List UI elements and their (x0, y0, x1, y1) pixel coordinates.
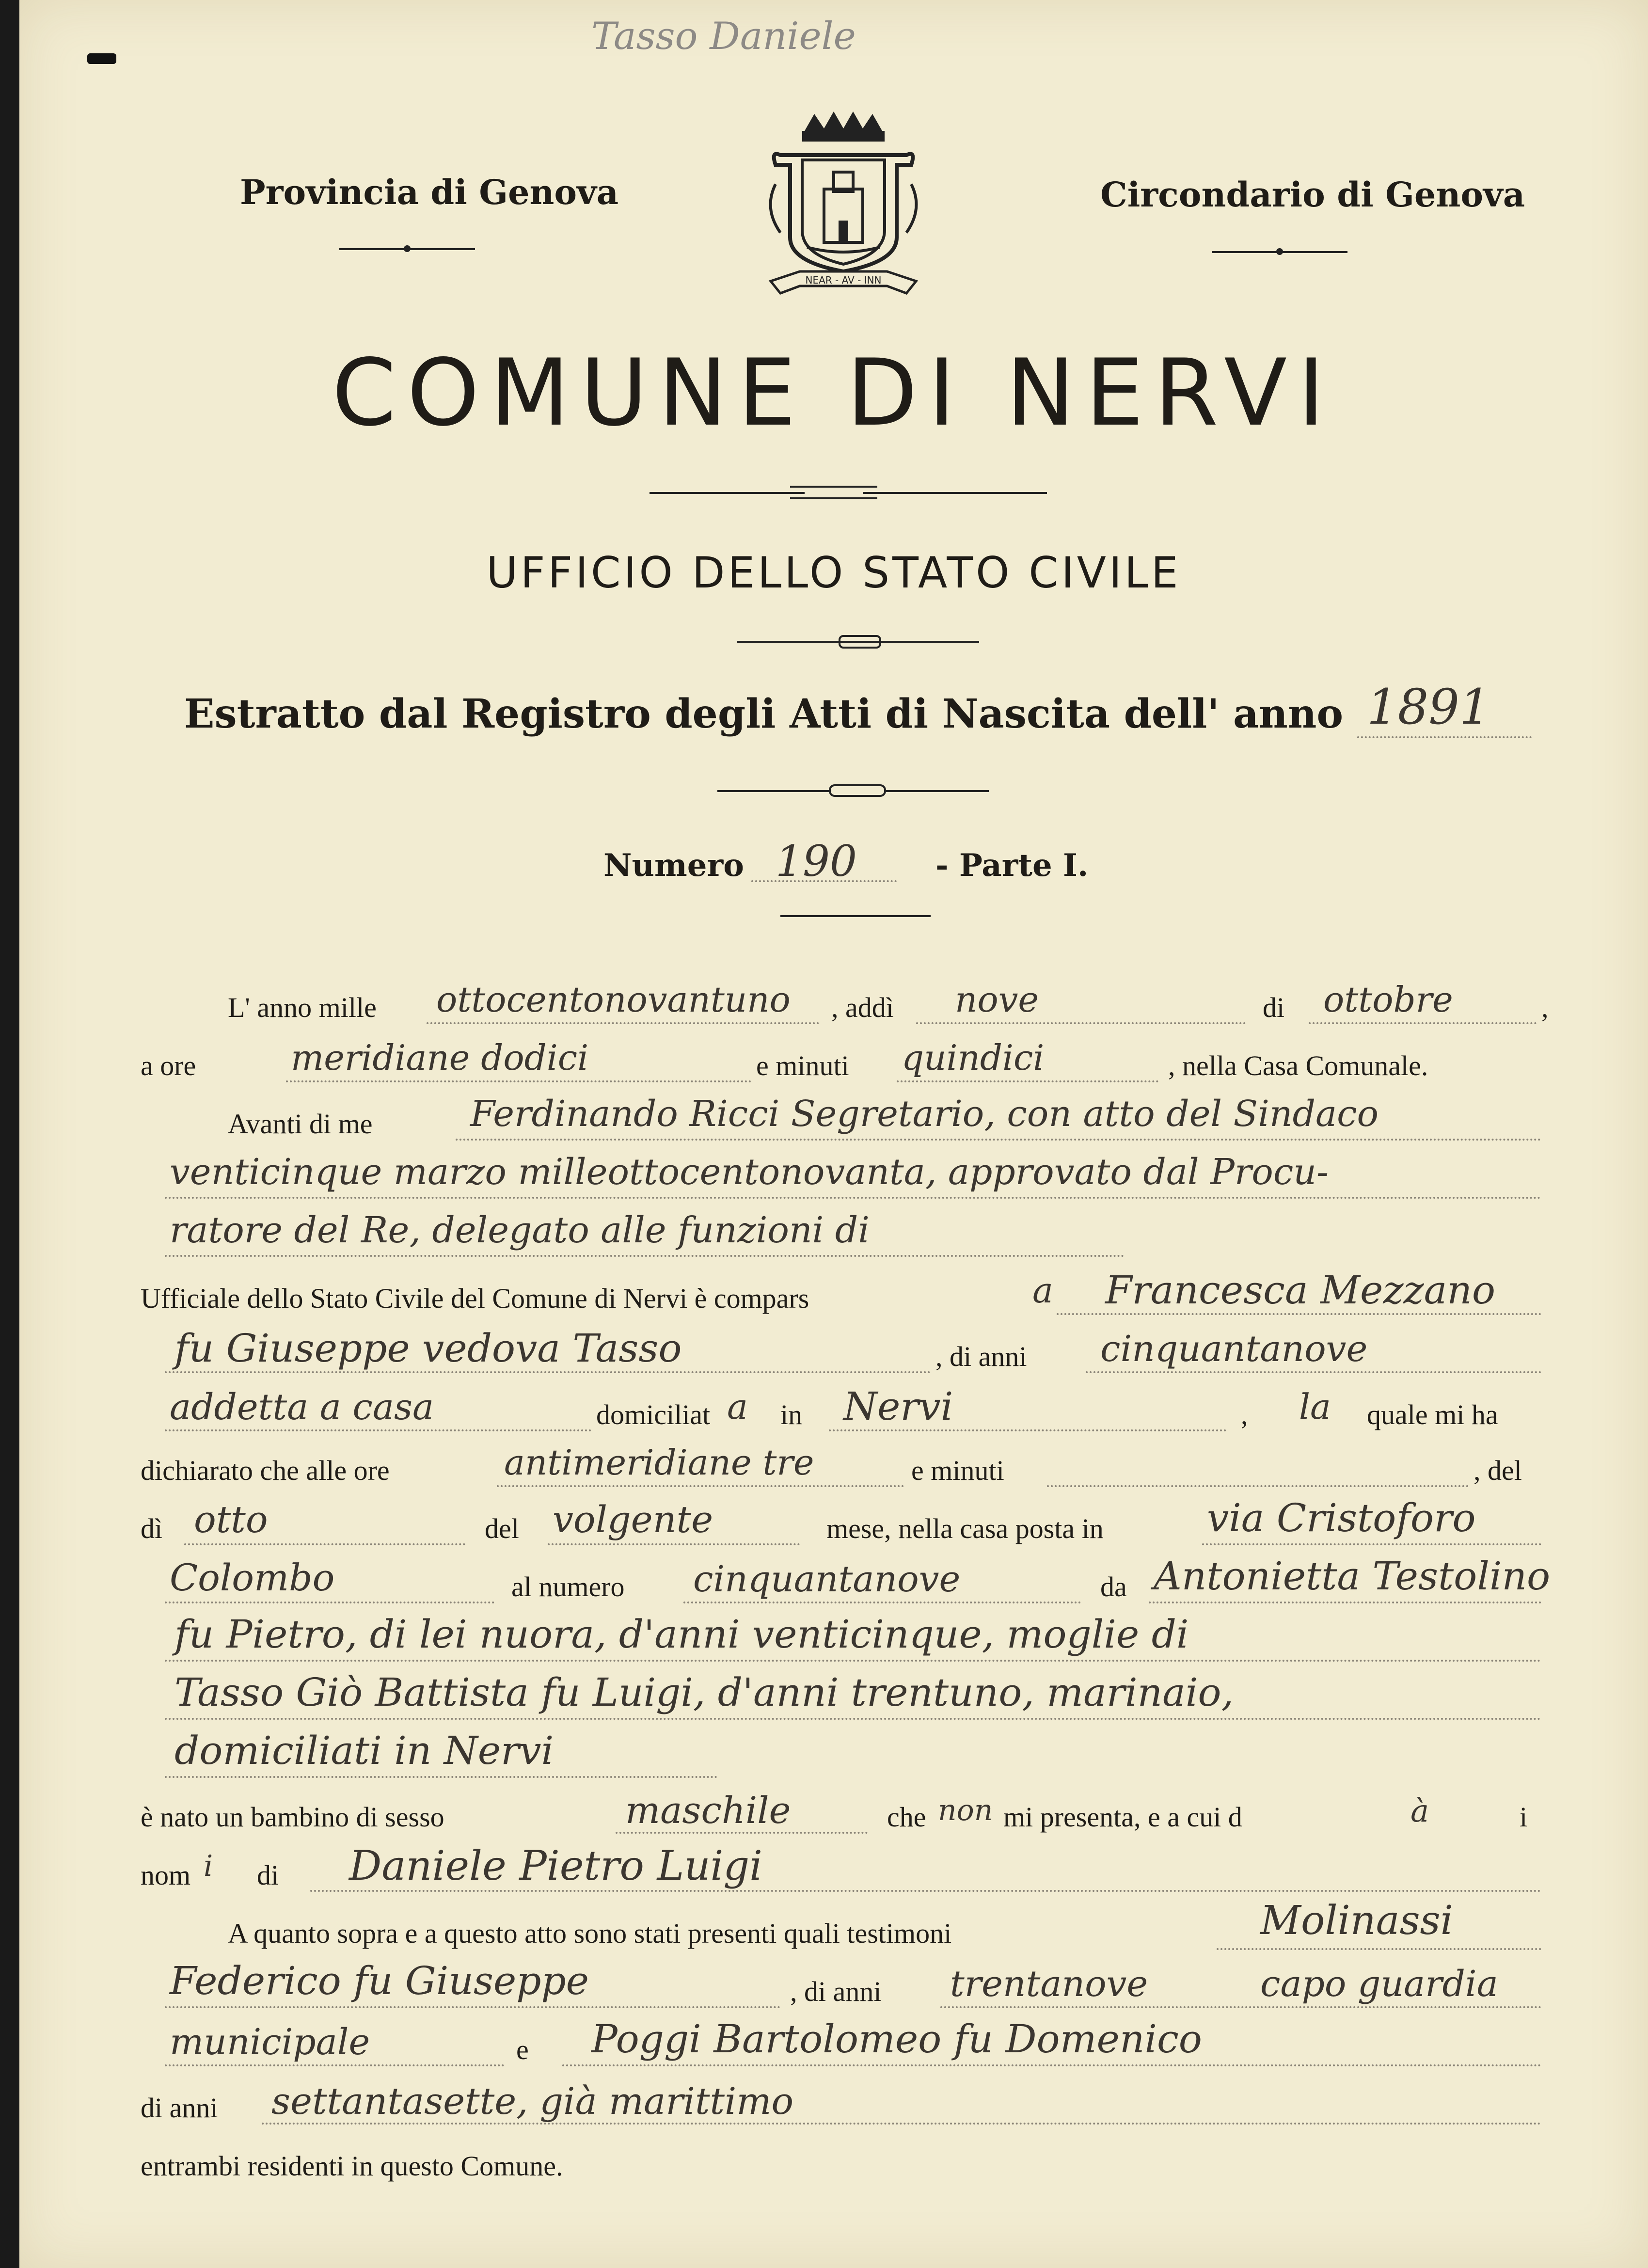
provincia-rule-ornament (404, 245, 411, 252)
anno-line (427, 1020, 819, 1024)
via-line-2 (165, 1600, 494, 1603)
text-addi: , addì (831, 992, 894, 1023)
text-entrambi: entrambi residenti in questo Comune. (141, 2150, 563, 2182)
text-del-2: del (485, 1513, 519, 1544)
text-a-quanto: A quanto sopra e a questo atto sono stati presenti quali testimoni (228, 1918, 952, 1949)
hw-da-end: à (1410, 1793, 1429, 1829)
hw-prof-t1b: municipale (170, 2021, 370, 2063)
text-che: che (887, 1801, 926, 1833)
hw-avanti-3: ratore del Re, delegato alle funzioni di (170, 1209, 870, 1251)
text-di-anni-3: di anni (141, 2092, 218, 2124)
hw-testimone-1: Molinassi (1260, 1898, 1453, 1944)
text-domiciliat: domiciliat (596, 1399, 711, 1430)
hw-nomi: Daniele Pietro Luigi (349, 1842, 763, 1889)
text-da: da (1100, 1571, 1127, 1602)
hw-testimone-2: Poggi Bartolomeo fu Domenico (591, 2016, 1202, 2062)
hw-comparente: Francesca Mezzano (1105, 1268, 1496, 1313)
hw-avanti: Ferdinando Ricci Segretario, con atto del Sindaco (470, 1093, 1379, 1135)
text-anno-mille: L' anno mille (228, 992, 377, 1023)
hw-eta-t2: settantasette, già marittimo (271, 2079, 794, 2123)
title-rule-left (650, 492, 805, 494)
hw-prof-t1: capo guardia (1260, 1963, 1498, 2005)
title-rule-right (863, 492, 1047, 494)
text-di-2: dì (141, 1513, 163, 1544)
subtitle-rule-ornament (839, 635, 881, 649)
hw-la: la (1299, 1386, 1331, 1427)
circondario-rule-ornament (1276, 248, 1283, 255)
numero-label: Numero (603, 847, 744, 884)
hw-sesso: maschile (625, 1789, 791, 1832)
text-nom: nom (141, 1859, 191, 1891)
testimone-1b-line (165, 2004, 780, 2008)
text-avanti: Avanti di me (228, 1108, 373, 1140)
minuti-line (897, 1078, 1158, 1082)
hw-avanti-2: venticinque marzo milleottocentonovanta, approvato dal Procu- (170, 1151, 1329, 1193)
avanti-line-2 (165, 1195, 1541, 1199)
text-i: i (1520, 1801, 1528, 1833)
hw-non: non (938, 1793, 993, 1827)
circondario-label: Circondario di Genova (1100, 174, 1525, 215)
giorno-nascita-line (184, 1541, 465, 1545)
text-e-minuti: e minuti (756, 1050, 849, 1081)
avanti-line (456, 1137, 1541, 1141)
hw-numero-civico: cinquantanove (693, 1558, 961, 1600)
top-annotation: Tasso Daniele (591, 15, 856, 58)
crest-motto: NEAR - AV - INN (805, 274, 882, 286)
mese-nascita-line (548, 1541, 800, 1545)
text-e: e (516, 2034, 529, 2065)
madre-line (1149, 1600, 1541, 1603)
eta-t1-line (940, 2004, 1541, 2008)
text-casa-comunale: , nella Casa Comunale. (1168, 1050, 1428, 1081)
hw-domicilio-genitori: domiciliati in Nervi (174, 1728, 554, 1773)
hw-nom-end: i (204, 1849, 213, 1883)
hw-eta-comparente: cinquantanove (1100, 1328, 1368, 1370)
text-a-ore: a ore (141, 1050, 196, 1081)
text-al-numero: al numero (511, 1571, 625, 1602)
testimone-1-line (1217, 1946, 1541, 1950)
text-mi-presenta: mi presenta, e a cui d (1003, 1801, 1242, 1833)
testimone-2-line (562, 2062, 1541, 2066)
numero-rule (780, 915, 931, 917)
hw-mese-nascita: volgente (553, 1498, 713, 1541)
register-year: 1891 (1367, 679, 1490, 735)
eta-comparente-line (1086, 1369, 1541, 1373)
ink-mark (87, 53, 116, 64)
text-comma-1: , (1541, 992, 1549, 1023)
text-ufficiale: Ufficiale dello Stato Civile del Comune di Nervi è compars (141, 1283, 809, 1314)
hw-testimone-1b: Federico fu Giuseppe (170, 1958, 589, 2003)
heading-rule-ornament (829, 784, 886, 797)
padre-line (165, 1716, 1541, 1720)
text-di-anni-1: , di anni (935, 1341, 1027, 1372)
hw-anno: ottocentonovantuno (436, 979, 791, 1020)
text-quale-mi-ha: quale mi ha (1367, 1399, 1498, 1430)
text-di-anni-2: , di anni (790, 1976, 882, 2007)
certificate-page (19, 0, 1648, 2268)
hw-giorno: nove (955, 979, 1039, 1020)
hw-madre-2: fu Pietro, di lei nuora, d'anni venticinque, moglie di (174, 1612, 1189, 1657)
text-di-3: di (257, 1859, 279, 1891)
mese-line (1309, 1020, 1537, 1024)
text-dichiarato: dichiarato che alle ore (141, 1455, 390, 1486)
hw-ore-nascita: antimeridiane tre (504, 1442, 814, 1483)
text-e-minuti-2: e minuti (911, 1455, 1004, 1486)
ore-nascita-line (497, 1483, 904, 1487)
hw-madre: Antonietta Testolino (1154, 1554, 1551, 1599)
hw-giorno-nascita: otto (194, 1498, 268, 1541)
domicilio-genitori-line (165, 1774, 717, 1778)
hw-minuti: quindici (902, 1037, 1045, 1078)
provincia-label: Provincia di Genova (240, 172, 619, 212)
text-del-1: , del (1474, 1455, 1522, 1486)
hw-compars-end: a (1032, 1270, 1053, 1311)
numero-value: 190 (776, 836, 857, 886)
ore-line (286, 1078, 751, 1082)
register-year-line (1357, 734, 1532, 738)
comune-title: COMUNE DI NERVI (332, 339, 1336, 446)
avanti-line-3 (165, 1253, 1125, 1257)
numero-civico-line (683, 1600, 1081, 1603)
giorno-line (916, 1020, 1246, 1024)
minuti-nascita-line (1047, 1483, 1469, 1487)
professione-line (165, 1427, 591, 1431)
text-mese-casa: mese, nella casa posta in (826, 1513, 1104, 1544)
numero-line (751, 878, 897, 882)
hw-domiciliat-end: a (727, 1386, 748, 1427)
hw-comparente-2: fu Giuseppe vedova Tasso (174, 1326, 682, 1371)
hw-via: via Cristoforo (1207, 1495, 1476, 1540)
register-heading: Estratto dal Registro degli Atti di Nascita dell' anno (184, 691, 1344, 737)
text-e-nato: è nato un bambino di sesso (141, 1801, 444, 1833)
title-rule-ornament (790, 486, 877, 499)
hw-professione: addetta a casa (170, 1386, 434, 1428)
coat-of-arms-icon (761, 111, 926, 301)
hw-padre: Tasso Giò Battista fu Luigi, d'anni trentuno, marinaio, (174, 1670, 1234, 1715)
ufficio-subtitle: UFFICIO DELLO STATO CIVILE (486, 548, 1181, 598)
prof-t1b-line (165, 2062, 504, 2066)
hw-mese: ottobre (1323, 979, 1453, 1020)
text-di: di (1263, 992, 1285, 1023)
text-in: in (780, 1399, 803, 1430)
hw-ore: meridiane dodici (291, 1037, 589, 1078)
hw-via-2: Colombo (170, 1556, 335, 1599)
parte-label: - Parte I. (935, 847, 1089, 884)
hw-eta-t1: trentanove (950, 1963, 1148, 2005)
madre-line-2 (165, 1658, 1541, 1662)
via-line (1202, 1541, 1541, 1545)
text-comma-2: , (1241, 1399, 1248, 1430)
hw-domicilio: Nervi (843, 1384, 953, 1429)
